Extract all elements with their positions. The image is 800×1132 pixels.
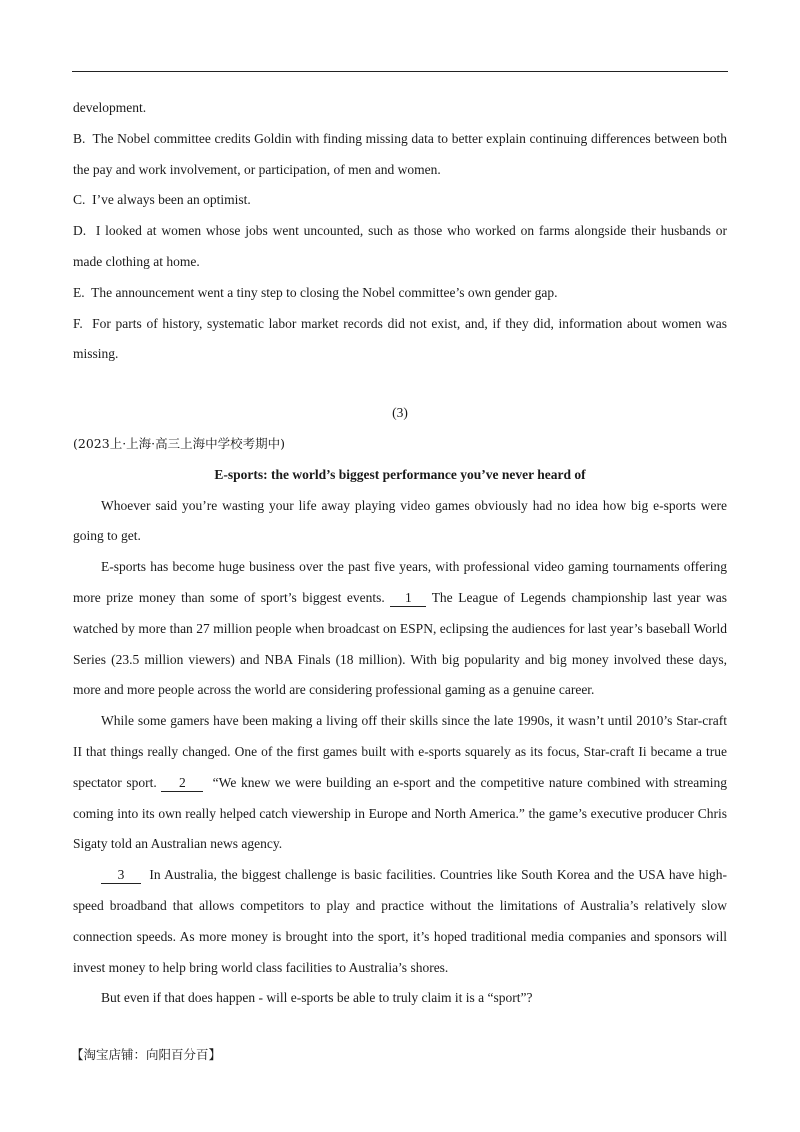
- article-title: E-sports: the world’s biggest performance you’ve never heard of: [214, 466, 586, 482]
- option-text: I’ve always been an optimist.: [92, 192, 251, 208]
- blank-2[interactable]: 2: [161, 775, 203, 792]
- option-b: [73, 124, 727, 186]
- option-letter: E.: [73, 284, 85, 300]
- page-content: [73, 93, 727, 1014]
- option-text: The announcement went a tiny step to closing the Nobel committee’s own gender gap.: [91, 284, 558, 300]
- option-letter: D.: [73, 223, 87, 239]
- section-number: (3): [392, 405, 408, 421]
- option-text: The Nobel committee credits Goldin with finding missing data to better explain continuing differences between both the pay and work involvement, or participation, of men and women.: [73, 130, 727, 177]
- blank-1[interactable]: 1: [390, 590, 426, 607]
- option-a-continued: development.: [73, 100, 147, 115]
- option-text: For parts of history, systematic labor market records did not exist, and, if they did, information about women was missing.: [73, 315, 728, 362]
- option-text: I looked at women whose jobs went uncounted, such as those who worked on farms alongside their husbands or made clothing at home.: [73, 223, 727, 269]
- option-c: [73, 185, 727, 216]
- option-d: [73, 216, 727, 278]
- article-paragraph-4: 3 In Australia, the biggest challenge is basic facilities. Countries like South Korea and the USA have high-speed broadband that allows competitors to play and practice without the limitations of Australia’s relatively slow connection speeds. As more money is brought into the sport, it’s hoped traditional media companies and sponsors will invest money to help bring world class facilities to Australia’s shores.: [73, 867, 727, 975]
- blank-3[interactable]: 3: [101, 867, 141, 884]
- option-letter: B.: [73, 130, 86, 146]
- question-source: (2023上·上海·高三上海中学校考期中): [73, 435, 286, 451]
- article-paragraph-3: While some gamers have been making a living off their skills since the late 1990s, it wasn’t until 2010’s Star-craft II that things really changed. One of the first games built with e-sports squarely as its focus, Star-craft Ii became a true spectator sport. 2 “We knew we were building an e-sport and the competitive nature combined with streaming coming into its own really helped catch viewership in Europe and North America.” the game’s executive producer Chris Sigaty told an Australian news agency.: [73, 713, 727, 852]
- option-letter: F.: [73, 315, 83, 331]
- option-e: [73, 278, 727, 309]
- page-footer: 【淘宝店铺：向阳百分百】: [71, 1047, 222, 1062]
- article-paragraph-5: But even if that does happen - will e-sports be able to truly claim it is a “sport”?: [101, 990, 533, 1006]
- article-paragraph-2: E-sports has become huge business over the past five years, with professional video gaming tournaments offering more prize money than some of sport’s biggest events. 1 The League of Legends championship last year was watched by more than 27 million people when broadcast on ESPN, eclipsing the audiences for last year’s baseball World Series (23.5 million viewers) and NBA Finals (18 million). With big popularity and big money involved these days, more and more people across the world are considering professional gaming as a genuine career.: [73, 559, 728, 698]
- option-letter: C.: [73, 192, 86, 208]
- option-f: [73, 309, 727, 371]
- header-rule: [72, 71, 728, 72]
- section-gap: [73, 370, 727, 398]
- article-paragraph-1: Whoever said you’re wasting your life away playing video games obviously had no idea how big e-sports were going to get.: [73, 497, 727, 544]
